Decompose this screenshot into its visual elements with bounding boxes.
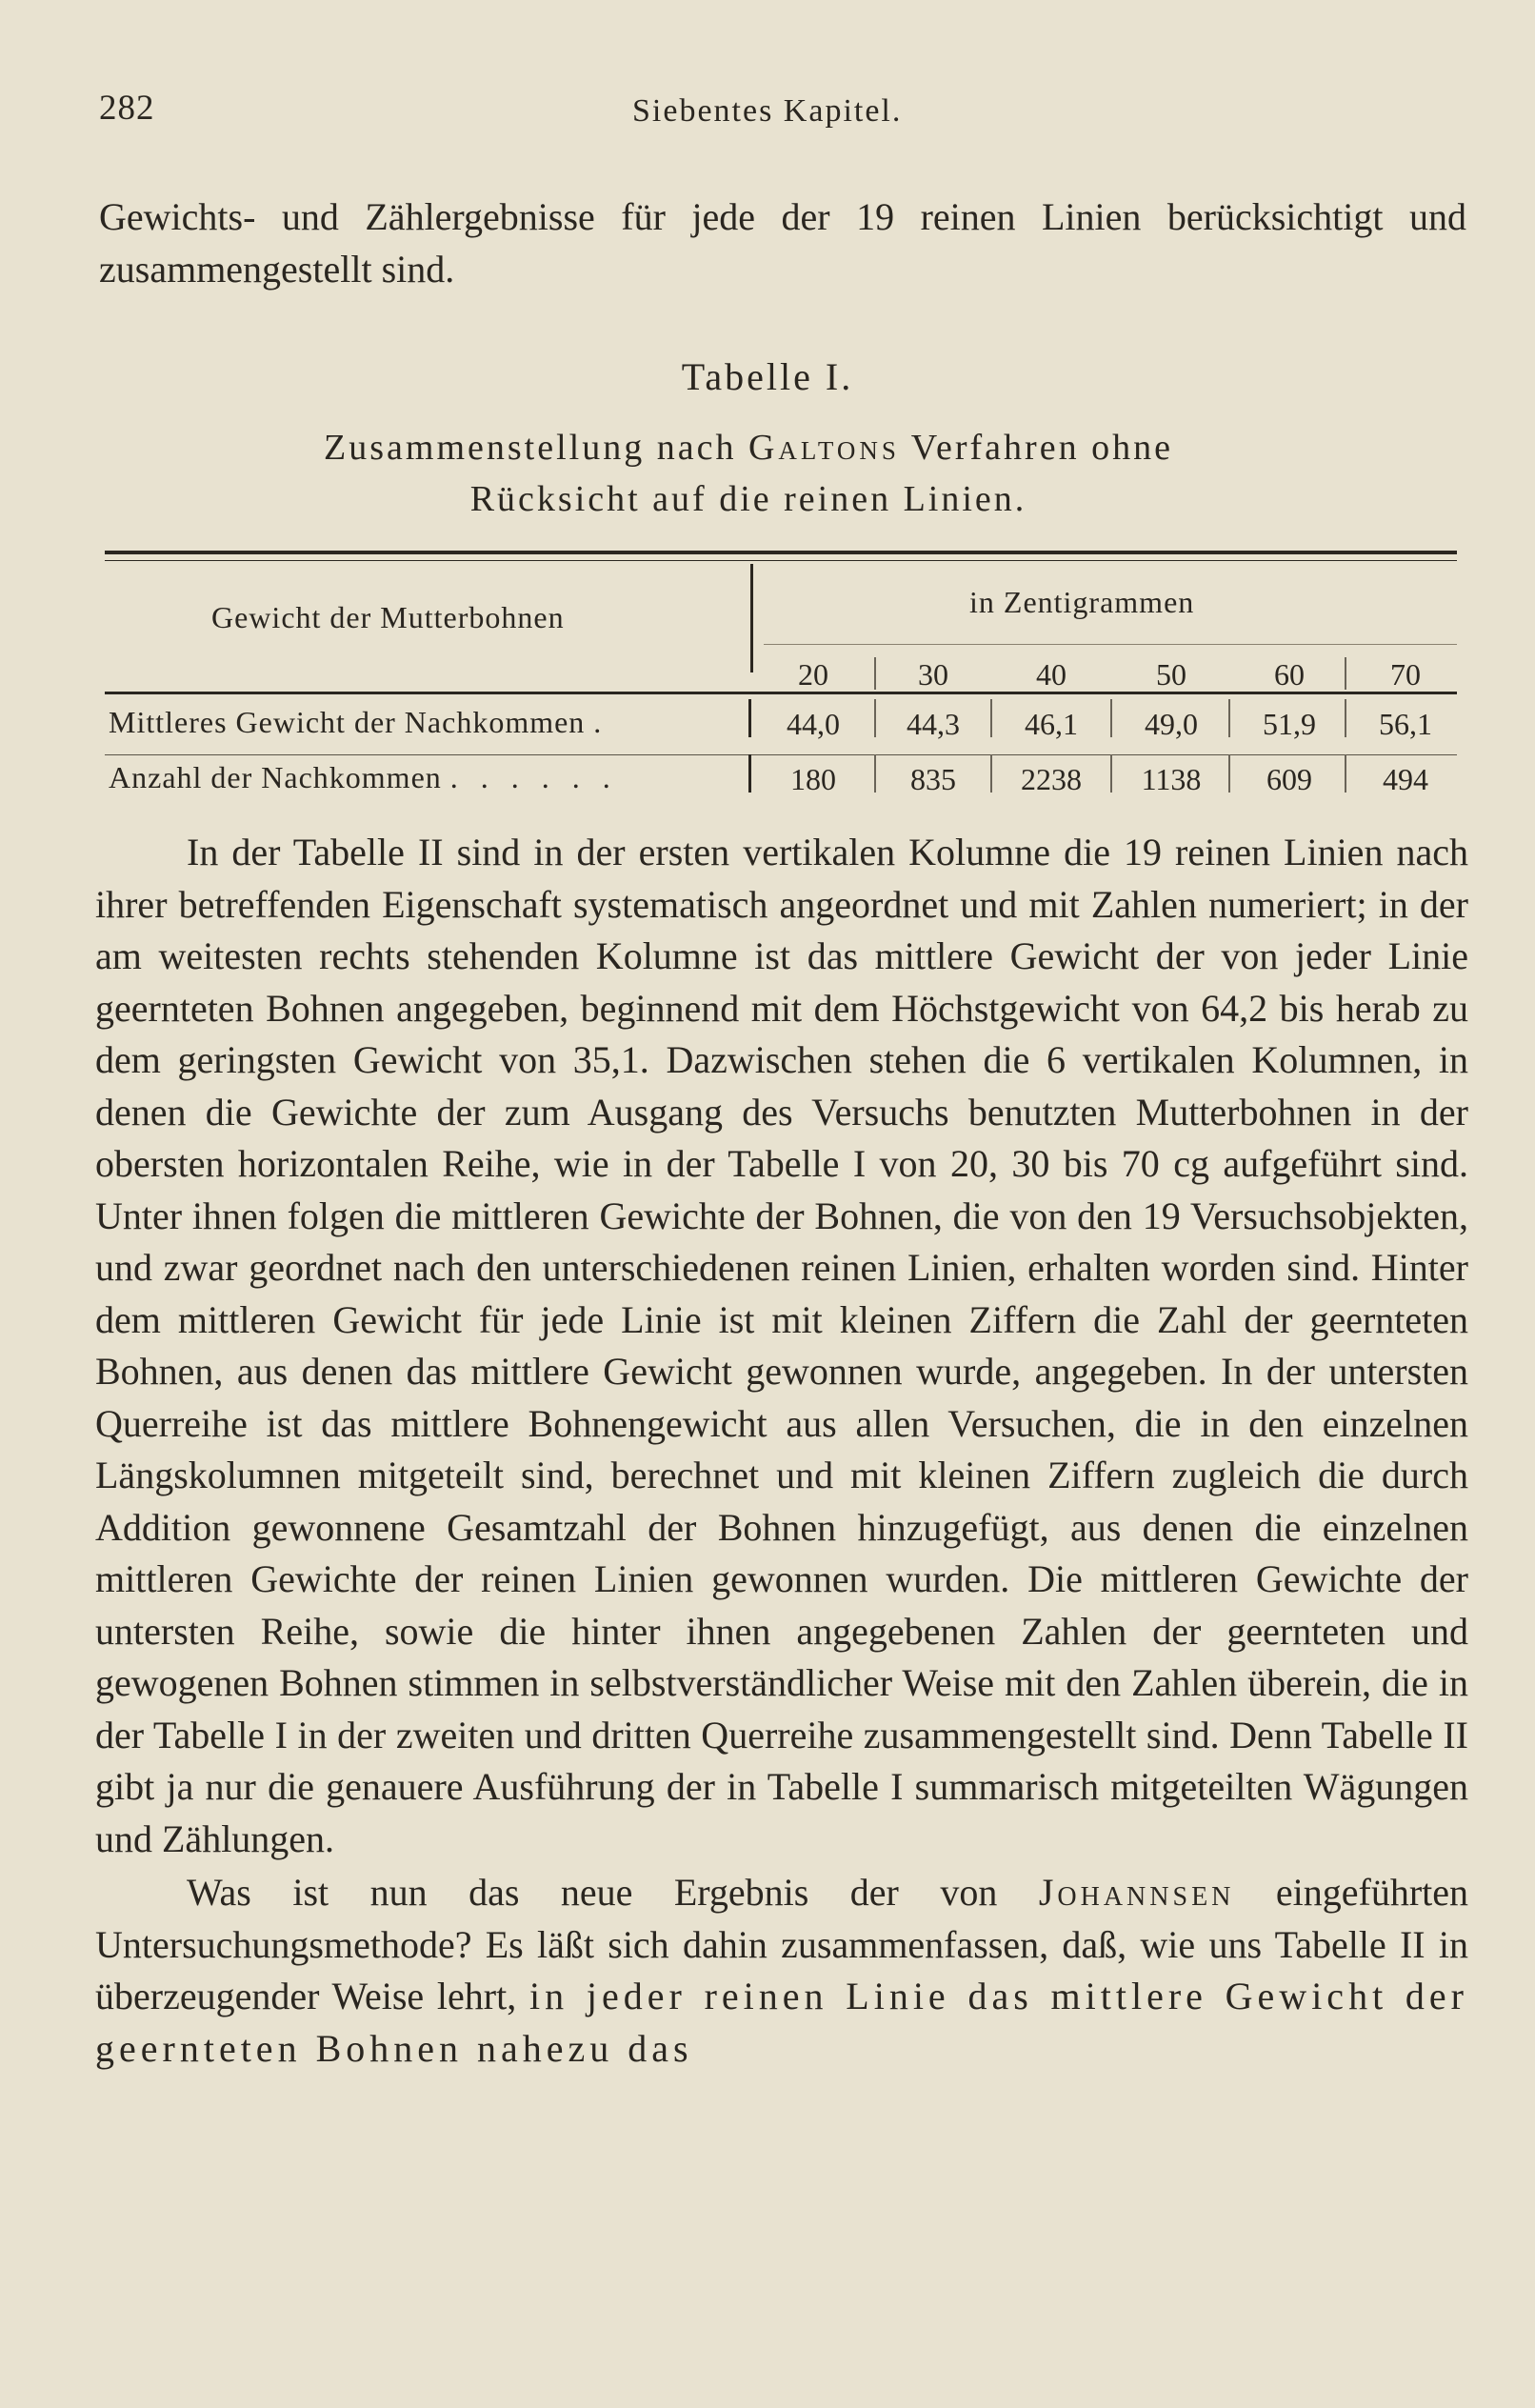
running-title: Siebentes Kapitel. xyxy=(632,93,903,129)
table-cell: 1138 xyxy=(1141,762,1202,796)
column-divider xyxy=(1345,657,1346,690)
row-label xyxy=(109,705,602,740)
table-caption-line2: Rücksicht auf die reinen Linien. xyxy=(469,479,1027,519)
row-label-text: Mittleres Gewicht der Nachkommen xyxy=(109,705,586,739)
row-separator xyxy=(748,699,751,737)
caption-name-galton: Galtons xyxy=(748,428,900,468)
table-cell: 44,3 xyxy=(907,707,960,741)
table-cell: 44,0 xyxy=(787,707,840,741)
header-sub-rule xyxy=(764,644,1457,645)
table-row xyxy=(105,754,1457,804)
row-label-text: Anzahl der Nachkommen xyxy=(109,760,442,794)
table-cell: 51,9 xyxy=(1263,707,1316,741)
table-cell: 49,0 xyxy=(1145,707,1198,741)
column-header: 70 xyxy=(1390,657,1421,692)
data-table xyxy=(105,551,1457,810)
row-leader: . . . . . . xyxy=(449,760,618,794)
table-cell: 494 xyxy=(1383,762,1428,796)
table-top-rule-thin xyxy=(105,560,1457,561)
column-header: 20 xyxy=(798,657,828,692)
table-cell: 180 xyxy=(790,762,836,796)
paragraph: In der Tabelle II sind in der ersten vertikalen Kolumne die 19 reinen Linien nach ihrer betreffenden Eigenschaft systematisch angeordnet und mit Zahlen numeriert; in der am weitesten rechts stehenden Kolumne ist das mittlere Gewicht der von jeder Linie geernteten Bohnen angegeben, beginnend mit dem Höchstgewicht von 64,2 bis herab zu dem geringsten Gewicht von 35,1. Dazwischen stehen die 6 vertikalen Kolumnen, in denen die Gewichte der zum Ausgang des Versuchs benutzten Mutterbohnen in der obersten horizontalen Reihe, wie in der Tabelle I von 20, 30 bis 70 cg aufgeführt sind. Unter ihnen folgen die mittleren Gewichte der Bohnen, die von den 19 Versuchsobjekten, und zwar geordnet nach den unterschiedenen reinen Linien, erhalten worden sind. Hinter dem mittleren Gewicht für jede Linie ist mit kleinen Ziffern die Zahl der geernteten Bohnen, aus denen das mittlere Gewicht gewonnen wurde, angegeben. In der untersten Querreihe ist das mittlere Bohnengewicht aus allen Versuchen, die in den einzelnen Längskolumnen mitgeteilt sind, berechnet und mit kleinen Ziffern zugleich die durch Addition gewonnene Gesamtzahl der Bohnen hinzugefügt, aus denen die einzelnen mittleren Gewichte der reinen Linien gewonnen wurden. Die mittleren Gewichte der untersten Reihe, sowie die hinter ihnen angegebenen Zahlen der geernteten und gewogenen Bohnen stimmen in selbstverständlicher Weise mit den Zahlen überein, die in der Tabelle I in der zweiten und dritten Querreihe zusammengestellt sind. Denn Tabelle II gibt ja nur die genauere Ausführung der in Tabelle I summarisch mitgeteilten Wägungen und Zählungen. xyxy=(95,831,1468,1860)
table-label: Tabelle I. xyxy=(681,355,854,398)
paragraph-text: eingeführten Untersuchungsmethode? Es läßt sich dahin zusammenfassen, daß, wie uns Tabelle II in überzeugender Weise lehrt, xyxy=(95,1871,1469,2017)
column-header: 60 xyxy=(1274,657,1305,692)
caption-pre: Zusammenstellung nach xyxy=(324,428,737,468)
column-divider xyxy=(1110,699,1112,737)
table-mid-rule xyxy=(105,692,1457,694)
column-divider xyxy=(1110,754,1112,793)
row-leader: . xyxy=(593,705,603,739)
table-cell: 2238 xyxy=(1021,762,1082,796)
caption-post: Verfahren ohne xyxy=(910,428,1173,468)
table-caption-line1 xyxy=(0,427,1516,469)
page-number: 282 xyxy=(99,89,155,128)
table-cell: 56,1 xyxy=(1379,707,1432,741)
column-divider xyxy=(1228,699,1230,737)
column-header: 40 xyxy=(1036,657,1067,692)
table-cell: 609 xyxy=(1266,762,1312,796)
row-label xyxy=(109,760,618,795)
column-divider xyxy=(990,699,992,737)
column-divider xyxy=(990,754,992,793)
table-row xyxy=(105,699,1457,749)
emphasized-text: in jeder reinen Linie das mittlere Gewicht der geernteten Bohnen nahezu das xyxy=(95,1975,1469,2070)
column-divider xyxy=(1228,754,1230,793)
column-header: 30 xyxy=(918,657,948,692)
paragraph-text: Was ist nun das neue Ergebnis der von xyxy=(187,1871,998,1914)
row-separator xyxy=(748,754,751,793)
intro-text: Gewichts- und Zählergebnisse für jede der 19 reinen Linien berücksichtigt und zusammengestellt sind. xyxy=(99,195,1466,291)
paragraph xyxy=(95,1867,1468,2075)
body-text xyxy=(95,827,1468,2075)
header-right: in Zentigrammen xyxy=(969,585,1195,619)
table-top-rule xyxy=(105,551,1457,554)
table-cell: 46,1 xyxy=(1025,707,1078,741)
table-cell: 835 xyxy=(910,762,956,796)
column-header: 50 xyxy=(1156,657,1186,692)
column-divider xyxy=(1345,699,1346,737)
page-header xyxy=(99,88,1449,145)
column-divider xyxy=(1345,754,1346,793)
author-name-johannsen: Johannsen xyxy=(1038,1871,1235,1914)
header-left: Gewicht der Mutterbohnen xyxy=(211,600,565,634)
